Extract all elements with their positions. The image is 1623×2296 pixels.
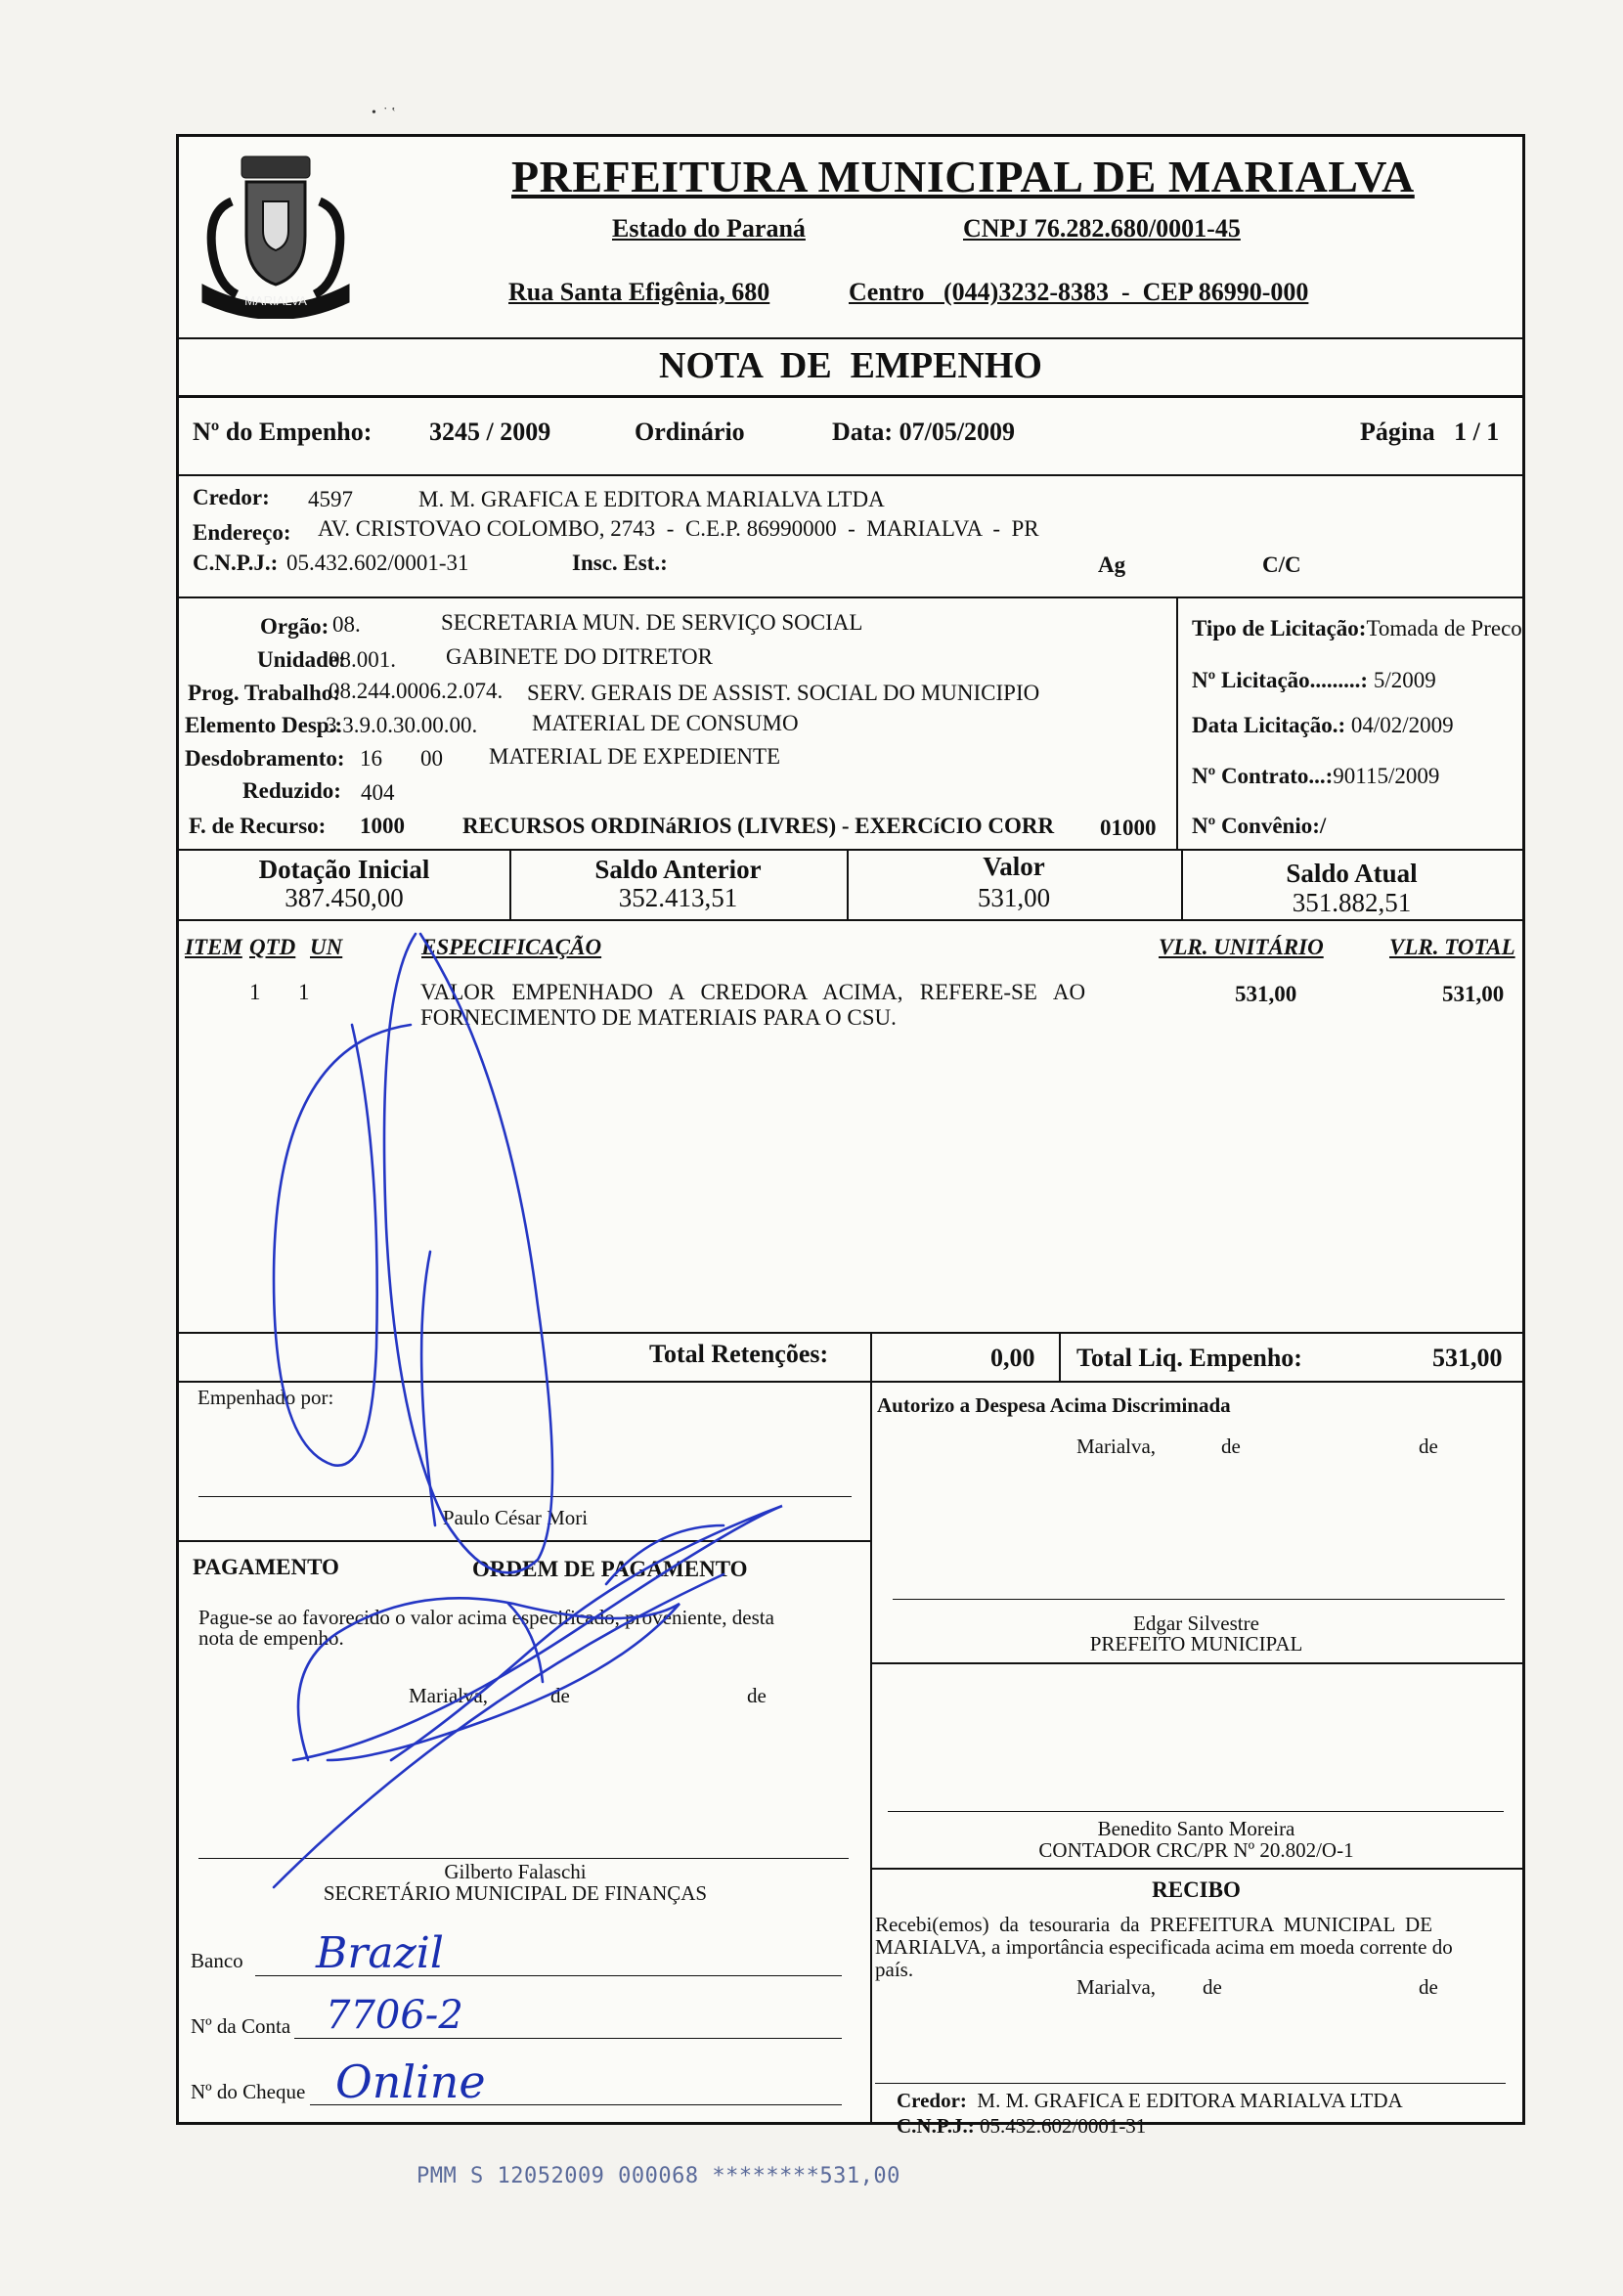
autorizo-de2: de bbox=[1419, 1435, 1438, 1458]
pagamento-label: PAGAMENTO bbox=[193, 1555, 339, 1579]
recurso-code: 1000 bbox=[360, 814, 405, 838]
reduzido-value: 404 bbox=[361, 780, 395, 805]
item-total-value: 531,00 bbox=[1442, 982, 1505, 1006]
banco-value: Brazil bbox=[316, 1928, 444, 1978]
recibo-text3: país. bbox=[875, 1958, 914, 1981]
credor-name: M. M. GRAFICA E EDITORA MARIALVA LTDA bbox=[418, 487, 885, 511]
licitacao-convenio: Nº Convênio:/ bbox=[1192, 814, 1327, 838]
empenho-type: Ordinário bbox=[635, 418, 745, 446]
dotacao-value: 387.450,00 bbox=[285, 883, 404, 912]
conta-value: 7706-2 bbox=[326, 1993, 463, 2038]
licitacao-num bbox=[1192, 668, 1436, 693]
licitacao-tipo bbox=[1192, 616, 1522, 641]
address-label: Rua Santa Efigênia, 680 bbox=[508, 278, 770, 306]
empenho-number: 3245 / 2009 bbox=[429, 418, 551, 446]
insc-label: Insc. Est.: bbox=[572, 551, 668, 575]
recurso-desc: RECURSOS ORDINáRIOS (LIVRES) - EXERCíCIO CORR bbox=[462, 814, 1055, 838]
orgao-desc: SECRETARIA MUN. DE SERVIÇO SOCIAL bbox=[441, 610, 863, 635]
elemento-label: Elemento Desp.: bbox=[185, 713, 342, 737]
cnpj-field-label: C.N.P.J.: bbox=[193, 551, 279, 575]
state-label: Estado do Paraná bbox=[612, 214, 806, 243]
retencoes-label: Total Retenções: bbox=[649, 1340, 829, 1368]
empenhado-name: Paulo César Mori bbox=[442, 1506, 589, 1529]
prog-label: Prog. Trabalho: bbox=[188, 681, 340, 705]
recibo-credor-label: Credor: bbox=[897, 2089, 967, 2112]
page-title: PREFEITURA MUNICIPAL DE MARIALVA bbox=[511, 152, 1415, 201]
empenho-date: Data: 07/05/2009 bbox=[832, 418, 1016, 446]
unidade-code: 08.001. bbox=[329, 647, 396, 672]
coat-of-arms bbox=[193, 143, 359, 319]
elemento-desc: MATERIAL DE CONSUMO bbox=[532, 711, 799, 735]
item-number: 1 bbox=[249, 980, 261, 1004]
col-qtd: QTD bbox=[249, 935, 296, 959]
valor-label: Valor bbox=[983, 852, 1045, 881]
recibo-text1: Recebi(emos) da tesouraria da PREFEITURA MUNICIPAL DE bbox=[875, 1913, 1433, 1936]
pagamento-de1: de bbox=[550, 1684, 570, 1707]
recibo-de1: de bbox=[1203, 1975, 1222, 1999]
autorizo-label: Autorizo a Despesa Acima Discriminada bbox=[877, 1393, 1231, 1417]
desdob-label: Desdobramento: bbox=[185, 746, 345, 771]
credor-address: AV. CRISTOVAO COLOMBO, 2743 - C.E.P. 86990000 - MARIALVA - PR bbox=[318, 516, 1039, 541]
dotacao-label: Dotação Inicial bbox=[258, 855, 430, 884]
banco-label: Banco bbox=[191, 1949, 243, 1972]
ag-label: Ag bbox=[1098, 552, 1126, 577]
credor-cnpj: 05.432.602/0001-31 bbox=[286, 551, 469, 575]
autorizo-de1: de bbox=[1221, 1435, 1241, 1458]
page-number: Página 1 / 1 bbox=[1360, 418, 1500, 446]
col-espec: ESPECIFICAÇÃO bbox=[421, 935, 602, 959]
conta-label: Nº da Conta bbox=[191, 2014, 291, 2038]
licitacao-data bbox=[1192, 713, 1454, 738]
licitacao-num-value: 5/2009 bbox=[1373, 668, 1436, 692]
address-field-label: Endereço: bbox=[193, 520, 291, 545]
licitacao-contrato-value: 90115/2009 bbox=[1333, 764, 1440, 788]
recibo-de2: de bbox=[1419, 1975, 1438, 1999]
prefeito-name: Edgar Silvestre bbox=[1133, 1612, 1259, 1635]
cheque-value: Online bbox=[335, 2055, 486, 2108]
ordem-label: ORDEM DE PAGAMENTO bbox=[472, 1557, 748, 1581]
cheque-label: Nº do Cheque bbox=[191, 2080, 306, 2103]
credor-code: 4597 bbox=[308, 487, 353, 511]
empenho-label: Nº do Empenho: bbox=[193, 418, 373, 446]
document-frame bbox=[176, 134, 1525, 2138]
unidade-label: Unidade: bbox=[257, 647, 346, 672]
doc-title: NOTA DE EMPENHO bbox=[659, 345, 1042, 386]
pagamento-text1: Pague-se ao favorecido o valor acima especificado, proveniente, desta bbox=[198, 1606, 774, 1629]
credor-label: Credor: bbox=[193, 485, 270, 509]
col-item: ITEM bbox=[185, 935, 242, 959]
licitacao-tipo-value: Tomada de Preco bbox=[1366, 616, 1522, 640]
pagamento-city: Marialva, bbox=[409, 1684, 489, 1707]
retencoes-value: 0,00 bbox=[990, 1344, 1035, 1372]
recibo-text2: MARIALVA, a importância especificada acima em moeda corrente do bbox=[875, 1935, 1453, 1959]
reduzido-label: Reduzido: bbox=[242, 778, 341, 803]
licitacao-data-value: 04/02/2009 bbox=[1350, 713, 1454, 737]
recibo-credor bbox=[897, 2089, 1403, 2113]
item-desc-line2: FORNECIMENTO DE MATERIAIS PARA O CSU. bbox=[420, 1005, 897, 1030]
recibo-credor-value: M. M. GRAFICA E EDITORA MARIALVA LTDA bbox=[977, 2089, 1403, 2112]
col-unit: VLR. UNITÁRIO bbox=[1159, 935, 1324, 959]
unidade-desc: GABINETE DO DITRETOR bbox=[446, 644, 713, 669]
orgao-code: 08. bbox=[332, 612, 361, 637]
saldo-atual-label: Saldo Atual bbox=[1286, 859, 1418, 888]
contact-label: Centro (044)3232-8383 - CEP 86990-000 bbox=[849, 278, 1309, 306]
licitacao-tipo-label: Tipo de Licitação: bbox=[1192, 616, 1367, 640]
contador-title: CONTADOR CRC/PR Nº 20.802/O-1 bbox=[1038, 1838, 1354, 1862]
seal-label: MARIALVA bbox=[244, 293, 307, 308]
recurso-label: F. de Recurso: bbox=[189, 814, 327, 838]
elemento-code: 3.3.9.0.30.00.00. bbox=[326, 713, 478, 737]
pagamento-text2: nota de empenho. bbox=[198, 1626, 344, 1650]
empenhado-label: Empenhado por: bbox=[197, 1386, 334, 1409]
prog-code: 08.244.0006.2.074. bbox=[329, 679, 504, 703]
saldo-atual-value: 351.882,51 bbox=[1292, 888, 1412, 917]
machine-stamp: PMM S 12052009 000068 ********531,00 bbox=[417, 2164, 900, 2188]
recibo-cnpj-label: C.N.P.J.: bbox=[897, 2114, 975, 2138]
contador-name: Benedito Santo Moreira bbox=[1097, 1817, 1295, 1840]
recibo-city: Marialva, bbox=[1076, 1975, 1157, 1999]
licitacao-contrato bbox=[1192, 764, 1439, 789]
licitacao-num-label: Nº Licitação.........: bbox=[1192, 668, 1369, 692]
prog-desc: SERV. GERAIS DE ASSIST. SOCIAL DO MUNICIPIO bbox=[527, 681, 1040, 705]
saldo-anterior-label: Saldo Anterior bbox=[594, 855, 762, 884]
liq-value: 531,00 bbox=[1432, 1344, 1503, 1372]
recibo-cnpj bbox=[897, 2114, 1146, 2139]
cnpj-label: CNPJ 76.282.680/0001-45 bbox=[963, 214, 1241, 243]
orgao-label: Orgão: bbox=[260, 614, 329, 639]
col-total: VLR. TOTAL bbox=[1389, 935, 1515, 959]
recibo-cnpj-value: 05.432.602/0001-31 bbox=[979, 2114, 1147, 2138]
secretario-title: SECRETÁRIO MUNICIPAL DE FINANÇAS bbox=[323, 1881, 708, 1905]
recibo-title: RECIBO bbox=[1152, 1877, 1241, 1902]
pagamento-de2: de bbox=[747, 1684, 767, 1707]
secretario-name: Gilberto Falaschi bbox=[444, 1860, 587, 1883]
desdob-code2: 00 bbox=[420, 746, 443, 771]
col-un: UN bbox=[310, 935, 343, 959]
valor-value: 531,00 bbox=[977, 883, 1051, 912]
autorizo-city: Marialva, bbox=[1076, 1435, 1157, 1458]
recurso-code2: 01000 bbox=[1100, 816, 1157, 840]
desdob-desc: MATERIAL DE EXPEDIENTE bbox=[489, 744, 781, 769]
cc-label: C/C bbox=[1262, 552, 1301, 577]
scan-mark: • ˙ ‛ bbox=[372, 106, 396, 120]
item-qtd: 1 bbox=[298, 980, 310, 1004]
item-unit-value: 531,00 bbox=[1235, 982, 1297, 1006]
prefeito-title: PREFEITO MUNICIPAL bbox=[1089, 1632, 1303, 1656]
licitacao-data-label: Data Licitação.: bbox=[1192, 713, 1346, 737]
liq-label: Total Liq. Empenho: bbox=[1076, 1344, 1302, 1372]
item-desc-line1: VALOR EMPENHADO A CREDORA ACIMA, REFERE-SE AO bbox=[420, 980, 1086, 1004]
licitacao-contrato-label: Nº Contrato...: bbox=[1192, 764, 1334, 788]
saldo-anterior-value: 352.413,51 bbox=[618, 883, 738, 912]
desdob-code1: 16 bbox=[360, 746, 382, 771]
